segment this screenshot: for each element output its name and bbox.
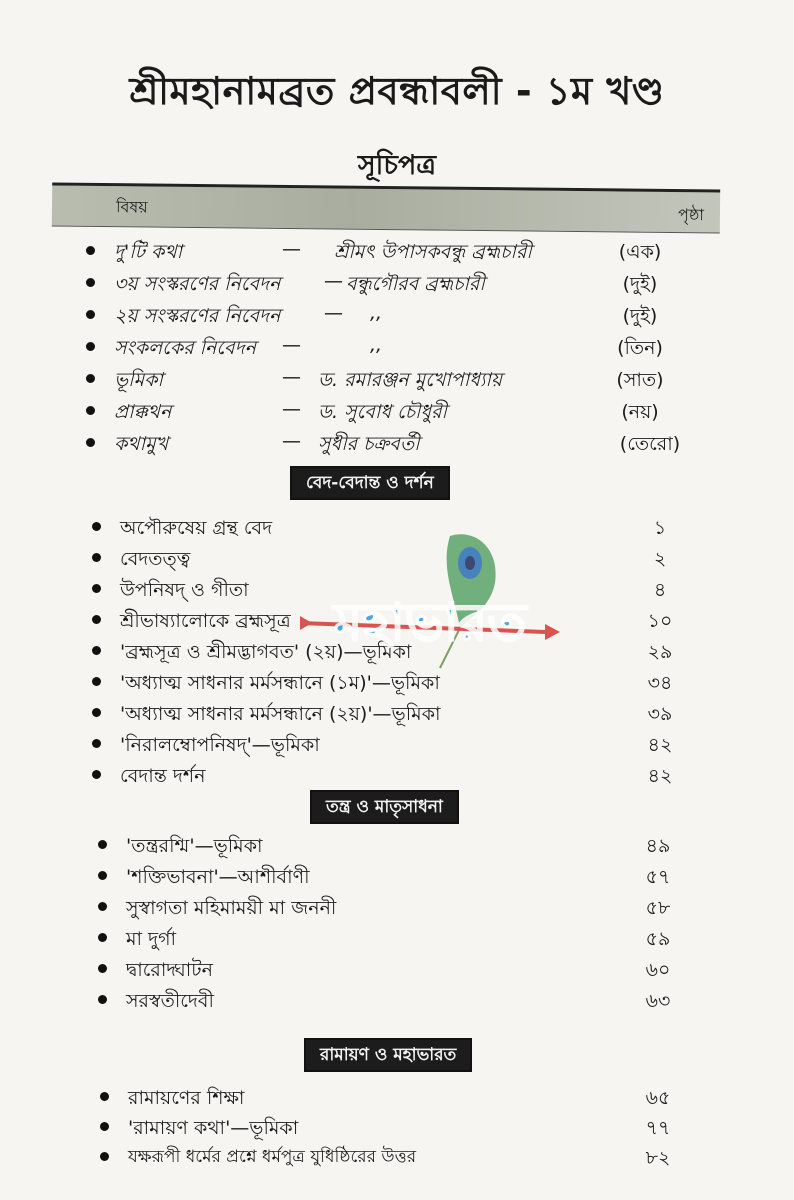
entry-title: অপৌরুষেয় গ্রন্থ বেদ	[120, 517, 273, 539]
entry-dash: —	[324, 270, 343, 292]
bullet-icon	[86, 310, 95, 319]
entry-title: রামায়ণের শিক্ষা	[128, 1087, 245, 1109]
entry-dash: —	[282, 366, 301, 388]
entry-page: ৮২	[645, 1147, 671, 1169]
entry-page: (দুই)	[622, 273, 658, 295]
entry-title: বেদান্ত দর্শন	[120, 765, 206, 787]
page-title: শ্রীমহানামব্রত প্রবন্ধাবলী - ১ম খণ্ড	[129, 69, 665, 113]
entry-title: 'ব্রহ্মসূত্র ও শ্রীমদ্ভাগবত' (২য়)—ভূমিকা	[120, 641, 412, 663]
bullet-icon	[92, 739, 101, 748]
entry-page: ৫৯	[645, 928, 671, 950]
bullet-icon	[98, 964, 107, 973]
front-matter-row	[86, 398, 706, 424]
bullet-icon	[92, 677, 101, 686]
bullet-icon	[92, 770, 101, 779]
entry-title: 'নিরালম্বোপনিষদ্'—ভূমিকা	[120, 734, 320, 756]
table-header-bar	[52, 183, 720, 234]
entry-page: ৪২	[647, 734, 673, 756]
section-label-tantra: তন্ত্র ও মাতৃসাধনা	[310, 790, 459, 824]
entry-title: শ্রীভাষ্যালোকে ব্রহ্মসূত্র	[120, 610, 291, 632]
bullet-icon	[92, 553, 101, 562]
entry-title: প্রাক্কথন	[114, 401, 172, 423]
entry-title: 'রামায়ণ কথা'—ভূমিকা	[128, 1117, 299, 1139]
entry-title: 'অধ্যাত্ম সাধনার মর্মসন্ধানে (২য়)'—ভূমিকা	[120, 703, 441, 725]
bullet-icon	[98, 902, 107, 911]
toc-row	[100, 1144, 680, 1170]
entry-author: ড. সুবোধ চৌধুরী	[318, 401, 447, 423]
toc-row	[98, 925, 678, 951]
toc-row	[98, 894, 678, 920]
peacock-feather-flute-logo	[300, 528, 560, 678]
bullet-icon	[92, 708, 101, 717]
entry-page: ৪	[653, 579, 667, 601]
bullet-icon	[98, 933, 107, 942]
entry-page: ৩৪	[647, 672, 673, 694]
entry-author: বন্ধুগৌরব ব্রহ্মচারী	[346, 273, 485, 295]
bullet-icon	[86, 374, 95, 383]
entry-page: (সাত)	[616, 369, 664, 391]
entry-page: ৩৯	[647, 703, 673, 725]
entry-title: সংকলকের নিবেদন	[114, 337, 256, 359]
entry-dash: —	[324, 302, 343, 324]
entry-title: ৩য় সংস্করণের নিবেদন	[114, 273, 281, 295]
entry-title: কথামুখ	[114, 433, 169, 455]
entry-title: ২য় সংস্করণের নিবেদন	[114, 305, 281, 327]
entry-page: (দুই)	[622, 305, 658, 327]
bullet-icon	[92, 522, 101, 531]
entry-page: ১	[653, 517, 667, 539]
entry-page: ৬৫	[645, 1087, 671, 1109]
front-matter-row	[86, 334, 706, 360]
entry-dash: —	[282, 238, 301, 260]
toc-row	[98, 956, 678, 982]
front-matter-row	[86, 366, 706, 392]
section-label-veda: বেদ-বেদান্ত ও দর্শন	[290, 466, 450, 500]
entry-author: ড. রমারঞ্জন মুখোপাধ্যায়	[318, 369, 503, 391]
entry-title: সুস্বাগতা মহিমাময়ী মা জননী	[126, 897, 337, 919]
bullet-icon	[86, 406, 95, 415]
toc-row	[98, 987, 678, 1013]
entry-page: ৪২	[647, 765, 673, 787]
entry-title: 'অধ্যাত্ম সাধনার মর্মসন্ধানে (১ম)'—ভূমিকা	[120, 672, 440, 694]
front-matter-row	[86, 238, 706, 264]
bullet-icon	[92, 615, 101, 624]
toc-row	[100, 1114, 680, 1140]
entry-title: ভূমিকা	[114, 369, 163, 391]
entry-title: উপনিষদ্ ও গীতা	[120, 579, 249, 601]
bullet-icon	[86, 438, 95, 447]
entry-title: দু'টি কথা	[114, 241, 183, 263]
entry-page: ৫৭	[645, 866, 671, 888]
bullet-icon	[86, 342, 95, 351]
entry-title: বেদতত্ত্ব	[120, 548, 191, 570]
entry-page: ৬৩	[645, 990, 671, 1012]
entry-dash: —	[282, 398, 301, 420]
entry-page: (নয়)	[621, 401, 659, 423]
entry-author: শ্রীমৎ উপাসকবন্ধু ব্রহ্মচারী	[334, 241, 532, 263]
entry-page: ৬০	[645, 959, 671, 981]
entry-page: (তেরো)	[619, 433, 681, 455]
bullet-icon	[98, 840, 107, 849]
toc-row	[100, 1084, 680, 1110]
bullet-icon	[86, 278, 95, 287]
bullet-icon	[86, 246, 95, 255]
entry-title: 'তন্ত্ররশ্মি'—ভূমিকা	[126, 835, 263, 857]
entry-title: যক্ষরূপী ধর্মের প্রশ্নে ধর্মপুত্র যুধিষ্ঠিরের উত্তর	[128, 1147, 417, 1167]
front-matter-row	[86, 430, 706, 456]
entry-title: 'শক্তিভাবনা'—আশীর্বাণী	[126, 866, 310, 888]
section-label-ramayana: রামায়ণ ও মহাভারত	[304, 1038, 472, 1072]
entry-author: সুধীর চক্রবর্তী	[318, 433, 420, 455]
entry-page: ২৯	[647, 641, 673, 663]
bullet-icon	[100, 1122, 109, 1131]
entry-title: মা দুর্গা	[126, 928, 177, 950]
entry-title: দ্বারোদ্ঘাটন	[126, 959, 213, 981]
bullet-icon	[92, 584, 101, 593]
bullet-icon	[100, 1152, 109, 1161]
entry-dash: —	[282, 430, 301, 452]
entry-dash: —	[282, 334, 301, 356]
toc-row	[98, 863, 678, 889]
entry-page: ১০	[647, 610, 673, 632]
toc-row	[98, 832, 678, 858]
watermark-text: মহাভারত	[333, 593, 527, 653]
entry-page: ৫৮	[645, 897, 671, 919]
bullet-icon	[92, 646, 101, 655]
subject-column-header: বিষয়	[115, 197, 148, 217]
entry-page: ২	[653, 548, 667, 570]
bullet-icon	[100, 1092, 109, 1101]
bullet-icon	[98, 995, 107, 1004]
page-column-header: পৃষ্ঠা	[677, 205, 705, 225]
front-matter-row	[86, 270, 706, 296]
toc-heading: সূচিপত্র	[357, 150, 437, 181]
entry-page: (এক)	[618, 241, 662, 263]
bullet-icon	[98, 871, 107, 880]
entry-page: ৭৭	[645, 1117, 671, 1139]
entry-author: ,,	[370, 302, 383, 324]
entry-author: ,,	[370, 334, 383, 356]
entry-title: সরস্বতীদেবী	[126, 990, 214, 1012]
toc-row	[92, 762, 682, 788]
entry-page: (তিন)	[617, 337, 663, 359]
entry-page: ৪৯	[645, 835, 671, 857]
toc-row	[92, 731, 682, 757]
toc-row	[92, 700, 682, 726]
front-matter-row	[86, 302, 706, 328]
